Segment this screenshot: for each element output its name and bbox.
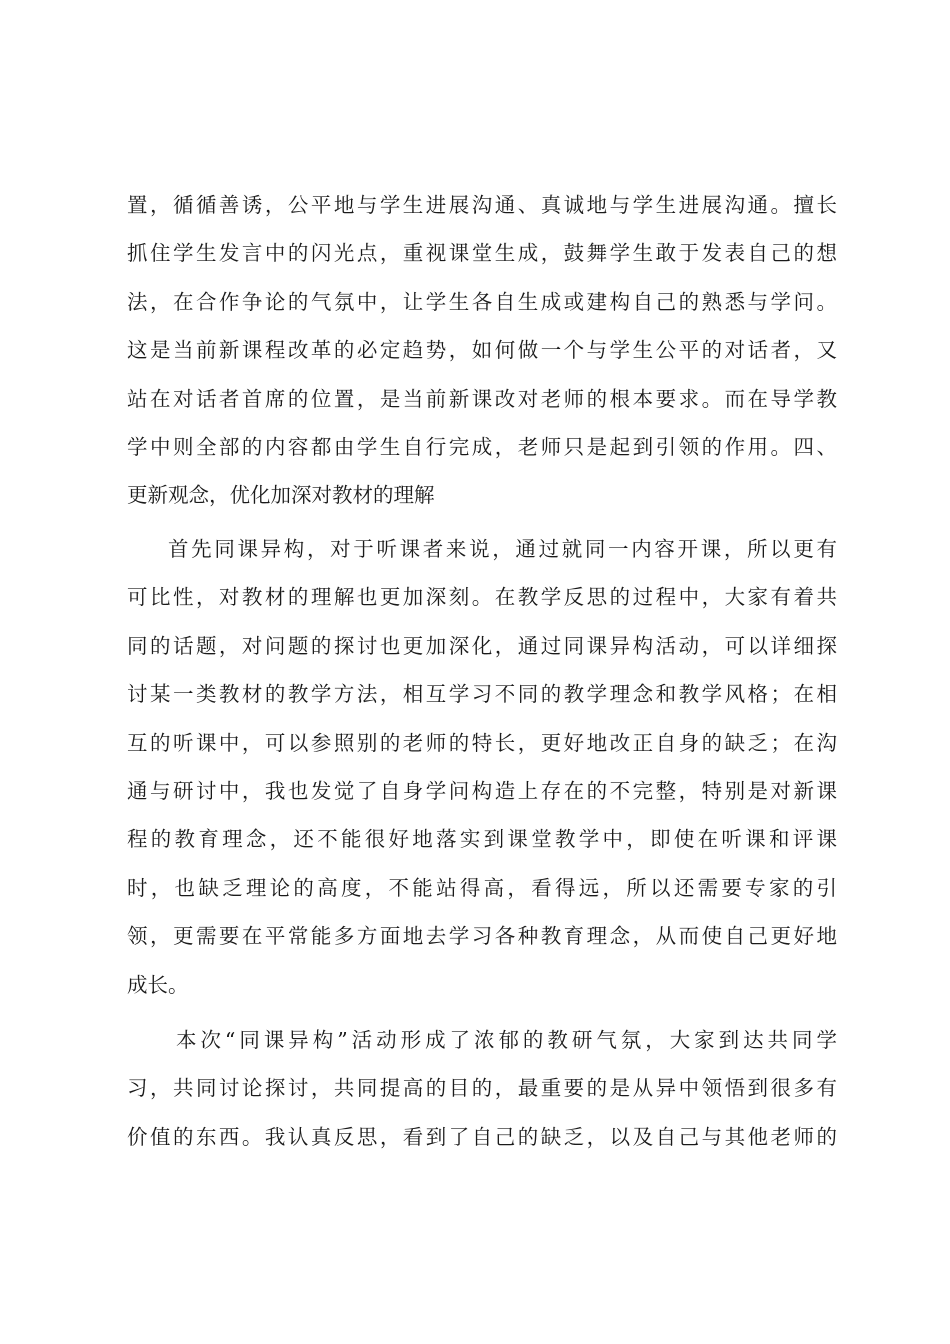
paragraph-line: 程的教育理念，还不能很好地落实到课堂教学中，即使在听课和评课: [127, 827, 837, 852]
paragraph-line: 站在对话者首席的位置，是当前新课改对老师的根本要求。而在导学教: [127, 386, 837, 411]
paragraph-line: 习，共同讨论探讨，共同提高的目的，最重要的是从异中领悟到很多有: [127, 1076, 837, 1101]
paragraph-line: 更新观念，优化加深对教材的理解: [127, 483, 435, 508]
paragraph-line: 这是当前新课程改革的必定趋势，如何做一个与学生公平的对话者，又: [127, 338, 837, 363]
paragraph-line: 互的听课中，可以参照别的老师的特长，更好地改正自身的缺乏；在沟: [127, 730, 837, 755]
paragraph-line: 成长。: [127, 972, 189, 997]
paragraph-line: 法，在合作争论的气氛中，让学生各自生成或建构自己的熟悉与学问。: [127, 289, 837, 314]
paragraph-line: 价值的东西。我认真反思，看到了自己的缺乏，以及自己与其他老师的: [127, 1124, 837, 1149]
paragraph-line: 抓住学生发言中的闪光点，重视课堂生成，鼓舞学生敢于发表自己的想: [127, 241, 837, 266]
paragraph-line: 可比性，对教材的理解也更加深刻。在教学反思的过程中，大家有着共: [127, 585, 837, 610]
paragraph-line: 学中则全部的内容都由学生自行完成，老师只是起到引领的作用。四、: [127, 434, 837, 459]
paragraph-2: [127, 525, 837, 1009]
paragraph-line: 领，更需要在平常能多方面地去学习各种教育理念，从而使自己更好地: [127, 924, 837, 949]
paragraph-3: [127, 1016, 837, 1161]
paragraph-1: [127, 181, 837, 520]
paragraph-line: 通与研讨中，我也发觉了自身学问构造上存在的不完整，特别是对新课: [127, 778, 837, 803]
paragraph-line: 讨某一类教材的教学方法，相互学习不同的教学理念和教学风格；在相: [127, 682, 837, 707]
paragraph-line: 本次“同课异构”活动形成了浓郁的教研气氛，大家到达共同学: [176, 1028, 837, 1052]
paragraph-line: 同的话题，对问题的探讨也更加深化，通过同课异构活动，可以详细探: [127, 633, 837, 658]
paragraph-line: 首先同课异构，对于听课者来说，通过就同一内容开课，所以更有: [168, 537, 837, 561]
paragraph-line: 时，也缺乏理论的高度，不能站得高，看得远，所以还需要专家的引: [127, 875, 837, 900]
paragraph-line: 置，循循善诱，公平地与学生进展沟通、真诚地与学生进展沟通。擅长: [127, 193, 837, 217]
